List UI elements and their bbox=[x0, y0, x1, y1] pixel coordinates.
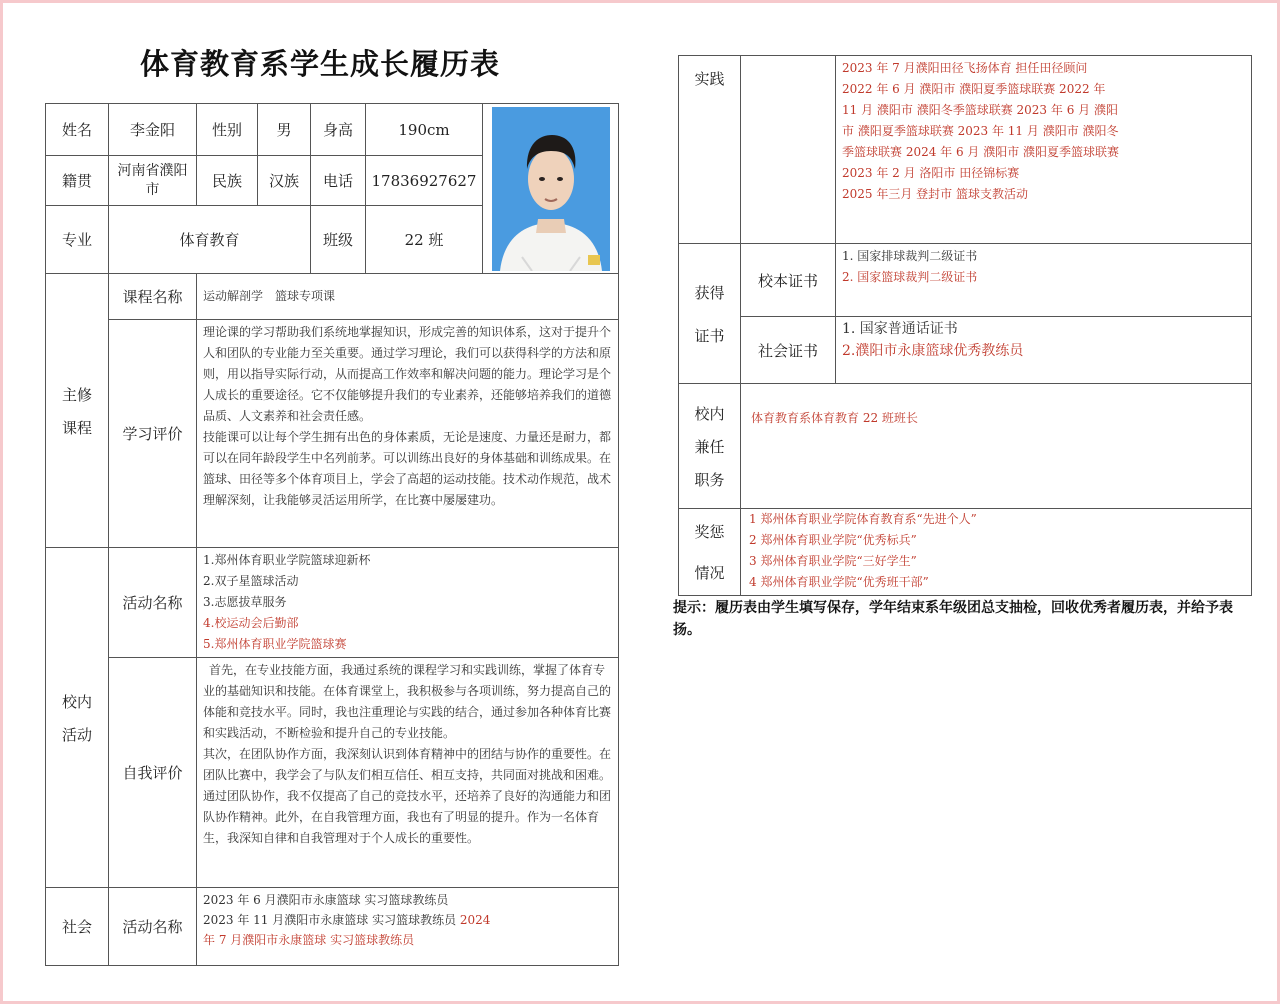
activity-name-label: 活动名称 bbox=[109, 548, 197, 658]
study-eval-para-1: 理论课的学习帮助我们系统地掌握知识，形成完善的知识体系，这对于提升个人和团队的专业能力至关重要。通过学习理论，我们可以获得科学的方法和原则，用以指导实际行动，从而提高工作效率和解决问题的能力。理论学习是个人成长的重要途径。它不仅能够提升我们的专业素养，还能够培养我们的道德品质、人文素养和社会责任感。 bbox=[203, 325, 612, 423]
major-value: 体育教育 bbox=[109, 206, 311, 274]
main-course-label-2: 课程 bbox=[61, 418, 92, 437]
campus-section-label bbox=[46, 548, 109, 888]
photo-cell bbox=[483, 104, 619, 274]
native-value: 河南省濮阳市 bbox=[109, 156, 197, 206]
ethnic-label: 民族 bbox=[197, 156, 258, 206]
study-eval-para-2: 技能课可以让每个学生拥有出色的身体素质，无论是速度、力量还是耐力，都可以在同年龄段学生中名列前茅。可以训练出良好的身体基础和训练成果。在篮球、田径等多个体育项目上，学会了高超的运动技能。技术动作规范，战术理解深刻，让我能够灵活运用所学，在比赛中屡屡建功。 bbox=[203, 430, 612, 507]
school-cert-item: 2. 国家篮球裁判二级证书 bbox=[842, 270, 978, 284]
height-label: 身高 bbox=[311, 104, 366, 156]
student-photo bbox=[492, 107, 610, 271]
social-section-label: 社会 bbox=[46, 888, 109, 966]
name-label: 姓名 bbox=[46, 104, 109, 156]
social-activity-text bbox=[197, 888, 619, 966]
position-value: 体育教育系体育教育 22 班班长 bbox=[741, 384, 1252, 509]
awards-list bbox=[741, 509, 1252, 596]
main-course-section-label bbox=[46, 274, 109, 548]
practice-last: 2025 年三月 登封市 篮球支教活动 bbox=[842, 187, 1028, 201]
page-title: 体育教育系学生成长履历表 bbox=[139, 47, 500, 81]
award-item: 2 郑州体育职业学院“优秀标兵” bbox=[749, 533, 917, 547]
major-label: 专业 bbox=[46, 206, 109, 274]
position-label-3: 职务 bbox=[694, 470, 725, 489]
practice-items: 2023 年 7 月濮阳田径飞扬体育 担任田径顾问 2022 年 6 月 濮阳市 濮阳夏季篮球联赛 2022 年 11 月 濮阳市 濮阳冬季篮球联赛 2023 年 6 月 濮阳市 濮阳夏季篮球联赛 2023 年 11 月 濮阳市 濮阳冬季篮球联赛 2024 年 6 月 濮阳市 濮阳夏季篮球联赛 2023 年 2 月 洛阳市 田径锦标赛 bbox=[842, 61, 1120, 180]
self-eval-label: 自我评价 bbox=[109, 658, 197, 888]
self-eval-para-1: 首先，在专业技能方面，我通过系统的课程学习和实践训练，掌握了体育专业的基础知识和技能。在体育课堂上，我积极参与各项训练，努力提高自己的体能和竞技水平。同时，我也注重理论与实践的结合，通过参加各种体育比赛和实践活动，不断检验和提升自己的专业技能。 bbox=[203, 663, 612, 740]
height-value: 190cm bbox=[366, 104, 483, 156]
practice-blank bbox=[741, 56, 836, 244]
award-item: 3 郑州体育职业学院“三好学生” bbox=[749, 554, 917, 568]
activity-item: 2.双子星篮球活动 bbox=[203, 574, 299, 588]
portrait-image bbox=[492, 107, 610, 271]
gender-value: 男 bbox=[258, 104, 311, 156]
social-line-1: 2023 年 6 月濮阳市永康篮球 实习篮球教练员 bbox=[203, 893, 449, 907]
self-eval-para-2: 其次，在团队协作方面，我深刻认识到体育精神中的团结与协作的重要性。在团队比赛中，我学会了与队友们相互信任、相互支持，共同面对挑战和困难。通过团队协作，我不仅提高了自己的竞技水平，还培养了良好的沟通能力和团队协作精神。此外，在自我管理方面，我也有了明显的提升。作为一名体育生，我深知自律和自我管理对于个人成长的重要性。 bbox=[203, 747, 612, 845]
cert-label-2: 证书 bbox=[694, 326, 725, 345]
award-item: 4 郑州体育职业学院“优秀班干部” bbox=[749, 575, 929, 589]
campus-label-1: 校内 bbox=[61, 692, 92, 711]
activity-item: 1.郑州体育职业学院篮球迎新杯 bbox=[203, 553, 371, 567]
position-label-1: 校内 bbox=[694, 404, 725, 423]
awards-section-label bbox=[679, 509, 741, 596]
activity-list bbox=[197, 548, 619, 658]
school-cert-label: 校本证书 bbox=[741, 244, 836, 317]
cert-label-1: 获得 bbox=[694, 283, 725, 302]
activity-item: 5.郑州体育职业学院篮球赛 bbox=[203, 637, 347, 651]
name-value: 李金阳 bbox=[109, 104, 197, 156]
social-cert-list bbox=[836, 317, 1252, 384]
footnote: 提示：履历表由学生填写保存，学年结束系年级团总支抽检，回收优秀者履历表，并给予表扬。 bbox=[673, 600, 1233, 638]
ethnic-value: 汉族 bbox=[258, 156, 311, 206]
social-cert-item: 2.濮阳市永康篮球优秀教练员 bbox=[842, 343, 1024, 359]
course-name-value: 运动解剖学 篮球专项课 bbox=[197, 274, 619, 320]
position-section-label bbox=[679, 384, 741, 509]
class-value: 22 班 bbox=[366, 206, 483, 274]
practice-label: 实践 bbox=[679, 56, 741, 244]
course-name-label: 课程名称 bbox=[109, 274, 197, 320]
campus-label-2: 活动 bbox=[61, 725, 92, 744]
self-eval-text bbox=[197, 658, 619, 888]
school-cert-list bbox=[836, 244, 1252, 317]
native-label: 籍贯 bbox=[46, 156, 109, 206]
practice-text bbox=[836, 56, 1252, 244]
class-label: 班级 bbox=[311, 206, 366, 274]
main-course-label-1: 主修 bbox=[61, 385, 92, 404]
social-cert-item: 1. 国家普通话证书 bbox=[842, 321, 958, 337]
activity-item: 3.志愿拔草服务 bbox=[203, 595, 287, 609]
activity-item: 4.校运动会后勤部 bbox=[203, 616, 299, 630]
awards-label-1: 奖惩 bbox=[694, 523, 725, 541]
study-eval-text bbox=[197, 320, 619, 548]
study-eval-label: 学习评价 bbox=[109, 320, 197, 548]
social-line-3: 2024 年 7 月濮阳市永康篮球 实习篮球教练员 bbox=[203, 913, 491, 947]
social-cert-label: 社会证书 bbox=[741, 317, 836, 384]
school-cert-item: 1. 国家排球裁判二级证书 bbox=[842, 249, 978, 263]
social-line-2: 2023 年 11 月濮阳市永康篮球 实习篮球教练员 bbox=[203, 913, 457, 927]
phone-value: 17836927627 bbox=[366, 156, 483, 206]
social-activity-label: 活动名称 bbox=[109, 888, 197, 966]
position-label-2: 兼任 bbox=[694, 437, 725, 456]
gender-label: 性别 bbox=[197, 104, 258, 156]
right-table bbox=[678, 55, 1252, 596]
awards-label-2: 情况 bbox=[694, 564, 725, 582]
award-item: 1 郑州体育职业学院体育教育系“先进个人” bbox=[749, 512, 977, 526]
cert-section-label bbox=[679, 244, 741, 384]
phone-label: 电话 bbox=[311, 156, 366, 206]
left-table bbox=[45, 103, 619, 966]
